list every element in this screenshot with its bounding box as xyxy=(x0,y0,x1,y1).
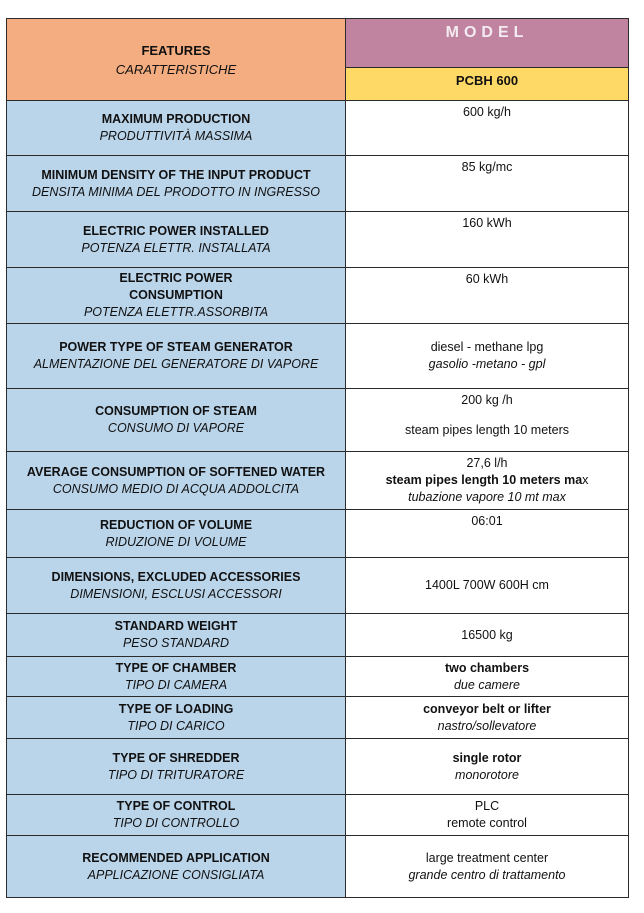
value-text: 60 kWh xyxy=(465,272,509,286)
feature-cell xyxy=(7,558,346,614)
value-text: PLC xyxy=(474,799,500,813)
table-row xyxy=(7,697,629,739)
value-text: conveyor belt or lifter xyxy=(423,701,551,716)
value-text-it: monorotore xyxy=(455,767,519,782)
features-header-cell xyxy=(7,19,346,101)
table-row xyxy=(7,795,629,836)
spec-table xyxy=(6,18,629,898)
model-header-cell xyxy=(346,19,629,68)
feature-cell xyxy=(7,739,346,795)
value-text-it: nastro/sollevatore xyxy=(437,718,537,733)
value-cell xyxy=(346,836,629,898)
value-cell xyxy=(346,156,629,212)
model-name: PCBH 600 xyxy=(455,73,519,88)
value-cell xyxy=(346,324,629,389)
feature-en: MAXIMUM PRODUCTION xyxy=(101,112,251,126)
feature-en: TYPE OF CONTROL xyxy=(116,799,236,813)
feature-en: DIMENSIONS, EXCLUDED ACCESSORIES xyxy=(51,569,301,584)
value-text: single rotor xyxy=(452,750,522,765)
value-cell xyxy=(346,510,629,558)
features-header-it: CARATTERISTICHE xyxy=(115,61,237,77)
table-row xyxy=(7,836,629,898)
value-cell xyxy=(346,614,629,657)
value-cell xyxy=(346,452,629,510)
value-text-it: gasolio -metano - gpl xyxy=(428,357,546,371)
feature-cell xyxy=(7,657,346,697)
feature-cell xyxy=(7,156,346,212)
feature-en: CONSUMPTION OF STEAM xyxy=(95,404,257,418)
feature-cell xyxy=(7,324,346,389)
header-row xyxy=(7,19,629,68)
feature-it: POTENZA ELETTR.ASSORBITA xyxy=(83,305,269,319)
value-text-note-tail: x xyxy=(582,473,589,487)
value-text: 160 kWh xyxy=(462,216,512,230)
value-cell xyxy=(346,795,629,836)
feature-en: POWER TYPE OF STEAM GENERATOR xyxy=(59,340,293,354)
table-row xyxy=(7,510,629,558)
value-text: 1400L 700W 600H cm xyxy=(425,578,549,592)
feature-it: TIPO DI CARICO xyxy=(127,718,225,733)
feature-en: TYPE OF CHAMBER xyxy=(115,660,237,675)
value-text-note: steam pipes length 10 meters xyxy=(405,423,569,437)
value-text-2: remote control xyxy=(447,816,527,830)
value-cell xyxy=(346,212,629,268)
value-text-it: tubazione vapore 10 mt max xyxy=(408,490,566,504)
value-text-it: due camere xyxy=(453,677,520,692)
feature-it: RIDUZIONE DI VOLUME xyxy=(105,534,247,549)
feature-it: CONSUMO DI VAPORE xyxy=(107,421,245,435)
table-row xyxy=(7,558,629,614)
feature-en: AVERAGE CONSUMPTION OF SOFTENED WATER xyxy=(26,464,326,479)
value-cell xyxy=(346,697,629,739)
feature-en-line-2: CONSUMPTION xyxy=(129,288,223,302)
value-text: 85 kg/mc xyxy=(461,160,513,174)
feature-cell xyxy=(7,614,346,657)
value-text: 06:01 xyxy=(471,514,503,528)
feature-en: TYPE OF SHREDDER xyxy=(112,750,240,765)
value-cell xyxy=(346,558,629,614)
spacer xyxy=(346,409,628,422)
feature-it: DIMENSIONI, ESCLUSI ACCESSORI xyxy=(70,586,282,601)
value-text: 200 kg /h xyxy=(461,393,513,407)
feature-it: CONSUMO MEDIO DI ACQUA ADDOLCITA xyxy=(52,481,300,496)
value-text: 600 kg/h xyxy=(463,105,511,119)
value-cell xyxy=(346,389,629,452)
value-cell xyxy=(346,739,629,795)
table-row xyxy=(7,101,629,156)
value-text: 16500 kg xyxy=(461,627,513,642)
value-text: two chambers xyxy=(444,660,530,675)
table-row xyxy=(7,657,629,697)
table-row xyxy=(7,389,629,452)
value-cell xyxy=(346,657,629,697)
value-text-note xyxy=(346,472,628,489)
feature-en: TYPE OF LOADING xyxy=(118,701,234,716)
feature-en: REDUCTION OF VOLUME xyxy=(99,517,253,532)
features-header-en: FEATURES xyxy=(141,42,211,58)
value-cell xyxy=(346,101,629,156)
model-name-cell xyxy=(346,68,629,101)
table-row xyxy=(7,614,629,657)
feature-cell xyxy=(7,510,346,558)
feature-it: PRODUTTIVITÀ MASSIMA xyxy=(99,129,253,143)
table-row xyxy=(7,324,629,389)
table-row xyxy=(7,212,629,268)
feature-en: STANDARD WEIGHT xyxy=(114,619,238,633)
feature-cell xyxy=(7,212,346,268)
feature-it: DENSITA MINIMA DEL PRODOTTO IN INGRESSO xyxy=(31,184,320,199)
table-row xyxy=(7,739,629,795)
value-text: large treatment center xyxy=(425,850,549,865)
feature-cell xyxy=(7,697,346,739)
feature-it: TIPO DI TRITURATORE xyxy=(107,767,245,782)
feature-it: TIPO DI CONTROLLO xyxy=(112,816,240,830)
value-text-note-bold: steam pipes length 10 meters ma xyxy=(385,473,583,487)
feature-en: ELECTRIC POWER INSTALLED xyxy=(83,223,269,238)
feature-it: APPLICAZIONE CONSIGLIATA xyxy=(87,867,265,882)
feature-en-line-1: ELECTRIC POWER xyxy=(119,271,233,285)
table-row xyxy=(7,156,629,212)
feature-cell xyxy=(7,101,346,156)
value-text: diesel - methane lpg xyxy=(430,340,544,354)
table-row xyxy=(7,268,629,324)
feature-it: PESO STANDARD xyxy=(122,636,230,650)
value-text: 27,6 l/h xyxy=(466,456,508,470)
value-cell xyxy=(346,268,629,324)
feature-cell xyxy=(7,452,346,510)
feature-it: ALMENTAZIONE DEL GENERATORE DI VAPORE xyxy=(33,357,319,371)
value-text-it: grande centro di trattamento xyxy=(408,867,566,882)
model-label: MODEL xyxy=(445,24,529,41)
feature-cell xyxy=(7,836,346,898)
feature-it: POTENZA ELETTR. INSTALLATA xyxy=(81,240,271,255)
feature-en: RECOMMENDED APPLICATION xyxy=(82,850,270,865)
table-row xyxy=(7,452,629,510)
feature-cell xyxy=(7,268,346,324)
feature-cell xyxy=(7,795,346,836)
feature-en: MINIMUM DENSITY OF THE INPUT PRODUCT xyxy=(41,167,311,182)
feature-it: TIPO DI CAMERA xyxy=(124,677,228,692)
feature-cell xyxy=(7,389,346,452)
